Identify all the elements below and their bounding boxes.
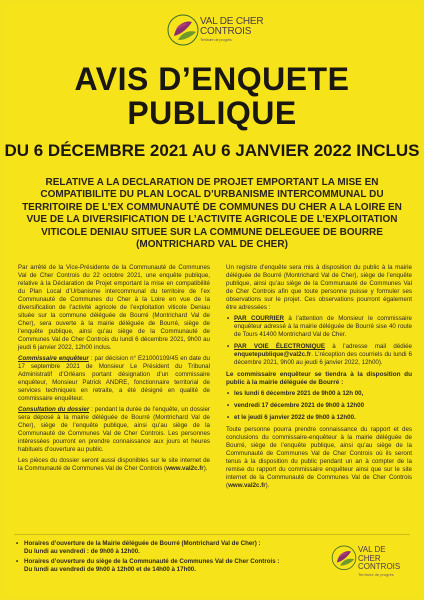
mairie-hours-title: • Horaires d’ouverture de la Mairie déléguée de Bourré (Montrichard Val de Cher) : — [24, 540, 261, 547]
subject-heading: RELATIVE A LA DECLARATION DE PROJET EMPORTANT LA MISE EN COMPATIBILITE DU PLAN LOCAL D’URBANISME INTERCOMMUNAL DU TERRITOIRE DE L’EX COMMUNAUTÉ DE COMMUNES DU CHER A LA LOIRE EN VUE DE LA DIVERSIFICATION DE L’ACTIVITE AGRICOLE DE L’EXPLOITATION VITICOLE DENIAU SITUEE SUR LA COMMUNE DELEGUEE DE BOURRE (MONTRICHARD VAL DE CHER) — [22, 177, 402, 251]
title-line1: AVIS D’ENQUETE — [74, 61, 350, 97]
logo-line1: VAL DE CHER — [200, 16, 264, 27]
opening-hours — [16, 540, 316, 578]
consultation-paragraph — [18, 406, 210, 454]
by-email-heading: PAR VOIE ÉLECTRONIQUE — [234, 343, 325, 350]
documents-end: ). — [203, 465, 208, 472]
documents-text: Les pièces du dossier seront aussi disponibles sur le site internet de la Communauté de Communes Val de Cher Controis ( — [18, 457, 210, 472]
report-paragraph — [226, 426, 412, 490]
commissioner-heading: Commissaire enquêteur — [18, 355, 89, 362]
register-paragraph: Un registre d’enquête sera mis à disposition du public à la mairie déléguée de Bourré (Montrichard Val de Cher), siège de l’enquête publique, ainsi qu’au siège de la Communauté de Communes Val de Cher Controis afin que toute personne puisse y formuler ses observations sur le projet. Ces observations pourront également être adressées : — [226, 264, 412, 311]
intro-paragraph: Par arrêté de la Vice-Présidente de la Communauté de Communes Val de Cher Controis du 22 octobre 2021, une enquête publique, relative à la Déclaration de Projet emportant la mise en compatibilité du Plan Local d’Urbanisme intercommunal du territoire de l’ex Communauté de Communes du Cher à la Loire en vue de la diversification de l’activité agricole de l’exploitation viticole Deniau située sur la commune déléguée de Bourré (Montrichard Val de Cher), sera ouverte à la mairie déléguée de Bourré, siège de l’enquête publique, ainsi qu’au siège de la Communauté de Communes Val de Cher Controis du lundi 6 décembre 2021, 9h00 au jeudi 6 janvier 2022, 12h00 inclus. — [18, 264, 210, 351]
logo-mark-icon — [330, 542, 358, 572]
logo-tagline: Territoire de progrès — [200, 37, 232, 42]
email-link[interactable]: enquetepublique@val2c.fr — [234, 351, 312, 358]
submission-methods — [226, 315, 412, 367]
by-email-text: à l’adresse mail dédiée — [324, 343, 412, 350]
consultation-text: : pendant la durée de l’enquête, un dossier sera déposé à la mairie déléguée de Bourré (Montrichard Val de Cher), siège de l’enquête publique, ainsi qu’au siège de la Communauté de Communes Val de Cher Controis. Les personnes intéressées pourront en prendre connaissance aux jours et heures habituels d’ouverture au public. — [18, 406, 210, 453]
logo-text — [358, 546, 410, 578]
logo-mark-icon — [166, 10, 200, 48]
siege-hours — [16, 558, 316, 574]
website-link[interactable]: www.val2c.fr — [228, 482, 266, 489]
footer-divider — [14, 534, 410, 535]
website-link[interactable]: www.val2c.fr — [166, 465, 204, 472]
session-list — [226, 390, 412, 422]
consultation-heading: Consultation du dossier — [18, 406, 90, 413]
documents-paragraph — [18, 457, 210, 473]
left-column — [18, 264, 210, 476]
by-mail-text: à l’attention de Monsieur le commissaire enquêteur adressé à la mairie déléguée de Bourré sise 40 route de Tours 41400 Montrichard Val de Cher. — [234, 315, 412, 338]
session-item: • vendredi 17 décembre 2021 de 9h00 à 12h00 — [226, 402, 412, 410]
session-item: • et le jeudi 6 janvier 2022 de 9h00 à 12h00. — [226, 414, 412, 422]
availability-paragraph: Le commissaire enquêteur se tiendra à la disposition du public à la mairie déléguée de Bourré : — [226, 371, 412, 386]
enquiry-dates: DU 6 DÉCEMBRE 2021 AU 6 JANVIER 2022 INCLUS — [4, 141, 420, 160]
logo-line1: VAL DE CHER — [358, 545, 386, 563]
by-mail-heading: PAR COURRIER — [234, 315, 284, 322]
logo-text — [200, 17, 270, 43]
logo-tagline: Territoire de progrès — [358, 571, 394, 577]
logo-val-de-cher-controis — [166, 10, 266, 50]
by-mail-item — [226, 315, 412, 339]
logo-line2: CONTROIS — [358, 562, 401, 571]
report-text: Toute personne pourra prendre connaissance du rapport et des conclusions du commissaire-enquêteur à la mairie déléguée de Bourré, siège de l’enquête publique, ainsi qu’au siège de la Communauté de Communes Val de Cher Controis où ils seront tenus à la disposition du public pendant un an à compter de la remise du rapport du commissaire enquêteur ainsi que sur le site internet de la Communauté de Communes Val de Cher Controis ( — [226, 426, 412, 489]
logo-line2: CONTROIS — [200, 26, 252, 37]
report-end: ). — [265, 482, 270, 489]
commissioner-text: : par décision n° E21000109/45 en date du 17 septembre 2021 de Monsieur Le Président du Tribunal Administratif d’Orléans portant désignation d’un commissaire enquêteur, Monsieur Patrick ANDRE, fonctionnaire territorial de services techniques en retraite, a été désigné en qualité de commissaire enquêteur. — [18, 355, 210, 402]
mairie-hours-times: Du lundi au vendredi : de 9h00 à 12h00. — [24, 548, 140, 555]
by-email-item — [226, 343, 412, 367]
siege-hours-title: • Horaires d’ouverture du siège de la Communauté de Communes Val de Cher Controis : — [24, 558, 280, 565]
title-line2: PUBLIQUE — [127, 95, 297, 131]
siege-hours-times: Du lundi au vendredi de 9h00 à 12h00 et de 14h00 à 17h00. — [24, 566, 196, 573]
session-item: • les lundi 6 décembre 2021 de 9h00 à 12h 00, — [226, 390, 412, 398]
mairie-hours — [16, 540, 316, 556]
logo-val-de-cher-controis-footer — [330, 540, 410, 576]
commissioner-paragraph — [18, 355, 210, 403]
right-column — [226, 264, 412, 493]
by-email-end: . L’réception des courriels du lundi 6 décembre 2021, 9h00 au jeudi 6 janvier 2022, 12h00). — [234, 351, 412, 366]
